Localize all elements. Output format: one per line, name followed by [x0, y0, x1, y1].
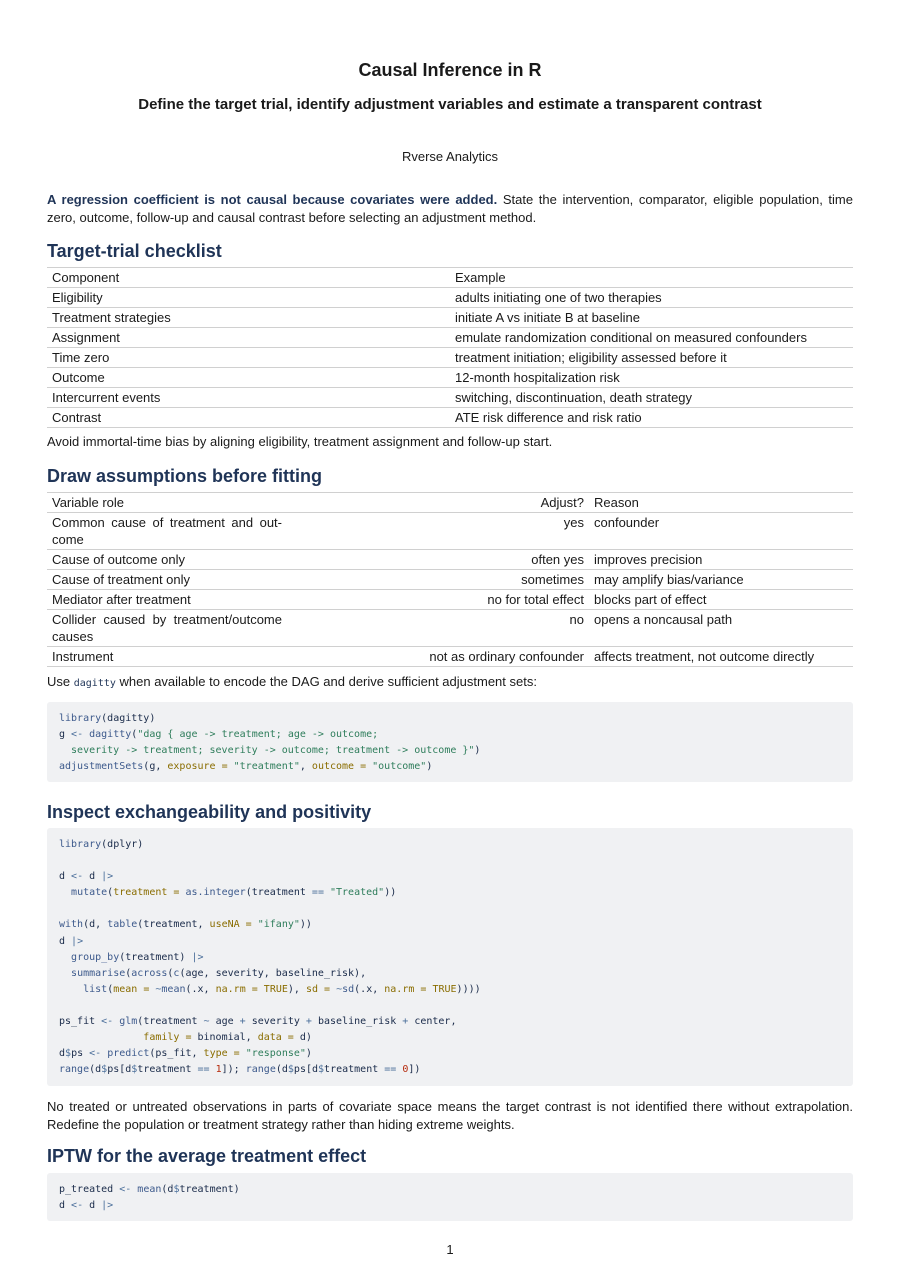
- table-cell: confounder: [589, 513, 853, 550]
- intro-text: State the intervention, comparator, eligible population, time zero, outcome, follow-up and causal contrast before selecting an adjustment method.: [47, 192, 853, 225]
- table-row: [47, 308, 853, 328]
- variable-roles-table-wrap: [47, 492, 853, 667]
- column-header: Variable role: [47, 493, 287, 513]
- table-row: [47, 590, 853, 610]
- table-cell: Eligibility: [47, 288, 450, 308]
- table-cell: Collider caused by treatment/outcome causes: [47, 610, 287, 647]
- table-cell: Intercurrent events: [47, 388, 450, 408]
- page-number: 1: [446, 1242, 454, 1257]
- table-cell: switching, discontinuation, death strategy: [450, 388, 853, 408]
- table-row: [47, 388, 853, 408]
- table-cell: often yes: [287, 550, 589, 570]
- table-row: [47, 328, 853, 348]
- table-cell: ATE risk difference and risk ratio: [450, 408, 853, 428]
- table-cell: Instrument: [47, 647, 287, 667]
- table-row: [47, 348, 853, 368]
- table-cell: sometimes: [287, 570, 589, 590]
- section-target-trial: [47, 240, 853, 262]
- table-cell: yes: [287, 513, 589, 550]
- section-heading: Inspect exchangeability and positivity: [47, 802, 372, 822]
- table-cell: may amplify bias/variance: [589, 570, 853, 590]
- table-cell: no: [287, 610, 589, 647]
- target-trial-table: [47, 267, 853, 428]
- table-row: [47, 610, 853, 647]
- section-assumptions: [47, 465, 853, 487]
- table-row: [47, 570, 853, 590]
- table-row: [47, 550, 853, 570]
- document-title: Causal Inference in R: [358, 60, 542, 80]
- section3-note: No treated or untreated observations in parts of covariate space means the target contrast is not identified there without extrapolation. Redefine the population or treatment strategy rather than hiding extreme weights.: [47, 1099, 853, 1132]
- table-row: [47, 408, 853, 428]
- section-heading: Target-trial checklist: [47, 241, 222, 261]
- table-cell: improves precision: [589, 550, 853, 570]
- target-trial-table-wrap: [47, 267, 853, 428]
- document-subtitle: Define the target trial, identify adjustment variables and estimate a transparent contrast: [138, 96, 762, 113]
- table-cell: opens a noncausal path: [589, 610, 853, 647]
- table-cell: affects treatment, not outcome directly: [589, 647, 853, 667]
- table-cell: blocks part of effect: [589, 590, 853, 610]
- intro-bold-text: A regression coefficient is not causal because covariates were added.: [47, 192, 498, 207]
- table-cell: Time zero: [47, 348, 450, 368]
- document-author: Rverse Analytics: [401, 149, 499, 164]
- table-cell: Contrast: [47, 408, 450, 428]
- intro-paragraph: [47, 191, 853, 227]
- table-cell: no for total effect: [287, 590, 589, 610]
- table-cell: Assignment: [47, 328, 450, 348]
- section2-note: Use dagitty when available to encode the DAG and derive sufficient adjustment sets:: [47, 674, 537, 689]
- table-cell: Treatment strategies: [47, 308, 450, 328]
- code-block-dagitty: library(dagitty) g <- dagitty("dag { age -> treatment; age -> outcome; severity -> treatment; severity -> outcome; treatment -> outcome }") adjustmentSets(g, exposure = "treatment", outcome = "outcome"): [47, 702, 853, 782]
- inline-code: dagitty: [73, 678, 116, 689]
- section1-note: Avoid immortal-time bias by aligning eligibility, treatment assignment and follow-up start.: [47, 434, 553, 449]
- table-cell: Mediator after treatment: [47, 590, 287, 610]
- table-row: [47, 513, 853, 550]
- column-header: Adjust?: [287, 493, 589, 513]
- table-cell: adults initiating one of two therapies: [450, 288, 853, 308]
- table-row: [47, 647, 853, 667]
- table-cell: not as ordinary confounder: [287, 647, 589, 667]
- table-cell: Cause of treatment only: [47, 570, 287, 590]
- table-cell: Cause of outcome only: [47, 550, 287, 570]
- table-cell: emulate randomization conditional on measured confounders: [450, 328, 853, 348]
- table-cell: Common cause of treatment and out-come: [47, 513, 287, 550]
- code-block-iptw: p_treated <- mean(d$treatment) d <- d |>: [47, 1173, 853, 1221]
- code-block-positivity: library(dplyr) d <- d |> mutate(treatment = as.integer(treatment == "Treated")) with(d, table(treatment, useNA = "ifany")) d |> group_by(treatment) |> summarise(across(c(age, severity, baseline_risk), list(mean = ~mean(.x, na.rm = TRUE), sd = ~sd(.x, na.rm = TRUE)))) ps_fit <- glm(treatment ~ age + severity + baseline_risk + center, family = binomial, data = d) d$ps <- predict(ps_fit, type = "response") range(d$ps[d$treatment == 1]); range(d$ps[d$treatment == 0]): [47, 828, 853, 1086]
- section-exchangeability: [47, 801, 853, 823]
- section-heading: IPTW for the average treatment effect: [47, 1146, 367, 1166]
- column-header: Component: [47, 268, 450, 288]
- table-header-row: [47, 493, 853, 513]
- table-cell: Outcome: [47, 368, 450, 388]
- section-iptw: [47, 1145, 853, 1167]
- column-header: Reason: [589, 493, 853, 513]
- table-row: [47, 368, 853, 388]
- table-row: [47, 288, 853, 308]
- section-heading: Draw assumptions before fitting: [47, 466, 323, 486]
- table-cell: initiate A vs initiate B at baseline: [450, 308, 853, 328]
- column-header: Example: [450, 268, 853, 288]
- variable-roles-table: [47, 492, 853, 667]
- table-header-row: [47, 268, 853, 288]
- table-cell: treatment initiation; eligibility assessed before it: [450, 348, 853, 368]
- table-cell: 12-month hospitalization risk: [450, 368, 853, 388]
